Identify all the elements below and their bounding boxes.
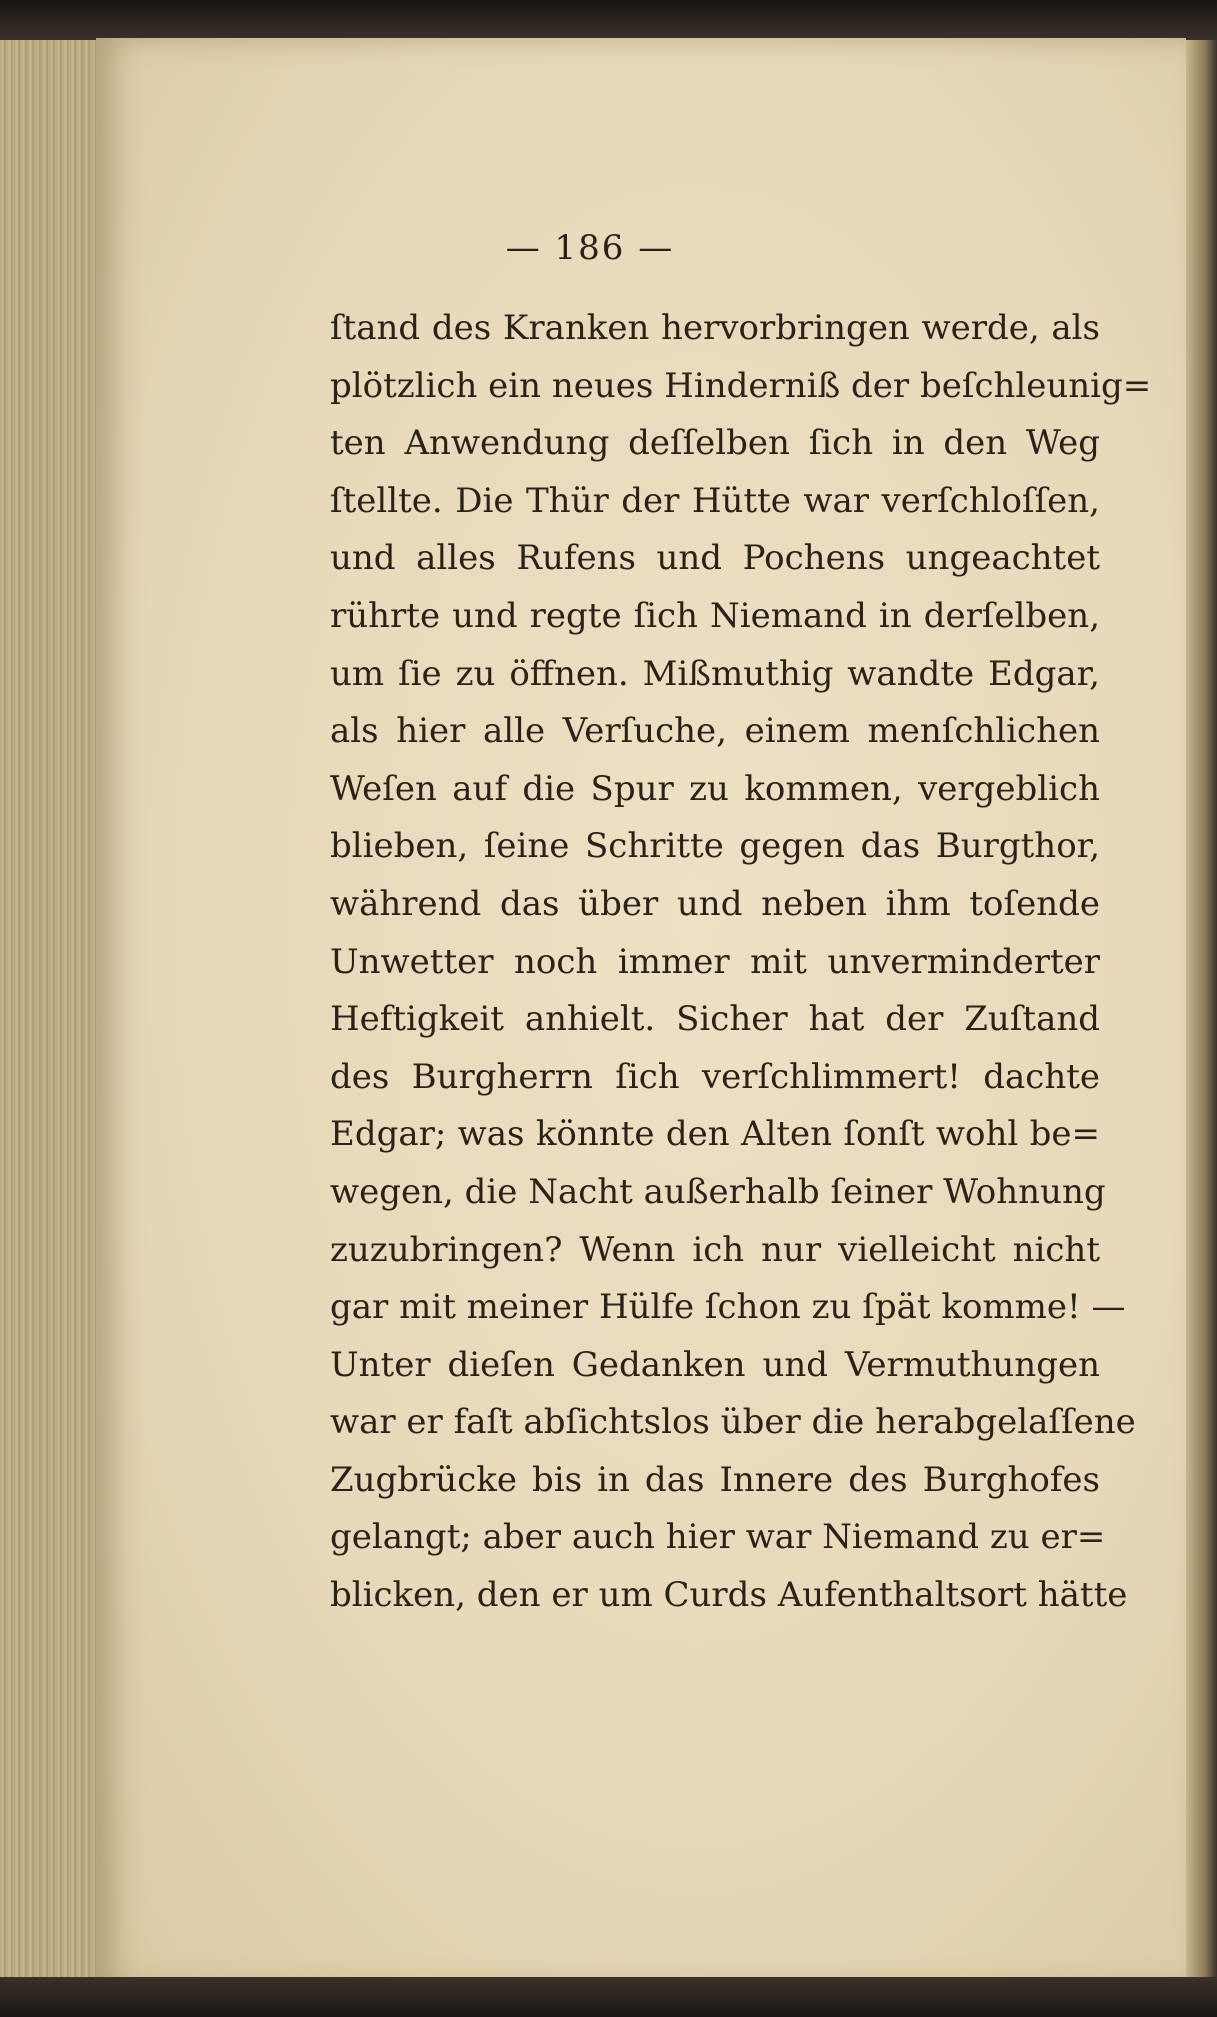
body-text — [330, 300, 1152, 1625]
book-bottom-edge — [0, 1977, 1217, 2017]
text-line: rührte und regte ſich Niemand in derſelben, — [330, 595, 1100, 636]
text-line: Weſen auf die Spur zu kommen, vergeblich — [330, 768, 1100, 809]
page-edges — [0, 40, 100, 1980]
text-line: ten Anwendung deſſelben ſich in den Weg — [330, 423, 1100, 464]
text-line: war er faſt abſichtslos über die herabgelaſſene — [330, 1402, 1136, 1443]
text-line: Zugbrücke bis in das Innere des Burghofes — [330, 1459, 1100, 1500]
text-line: wegen, die Nacht außerhalb ſeiner Wohnung — [330, 1171, 1106, 1212]
text-line: um ſie zu öffnen. Mißmuthig wandte Edgar, — [330, 653, 1100, 694]
text-line: gelangt; aber auch hier war Niemand zu er= — [330, 1517, 1106, 1558]
text-line: während das über und neben ihm toſende — [330, 883, 1100, 924]
text-line: zuzubringen? Wenn ich nur vielleicht nicht — [330, 1229, 1100, 1270]
text-line: des Burgherrn ſich verſchlimmert! dachte — [330, 1056, 1100, 1097]
text-line: Unter dieſen Gedanken und Vermuthungen — [330, 1344, 1100, 1385]
book-right-edge — [1186, 40, 1217, 1980]
text-line: plötzlich ein neues Hinderniß der beſchleunig= — [330, 365, 1152, 406]
text-line: ſtand des Kranken hervorbringen werde, als — [330, 308, 1100, 348]
text-line: blieben, ſeine Schritte gegen das Burgthor, — [330, 826, 1100, 867]
text-line: Edgar; was könnte den Alten ſonſt wohl be= — [330, 1114, 1100, 1155]
text-line: und alles Rufens und Pochens ungeachtet — [330, 538, 1100, 579]
text-line: Heftigkeit anhielt. Sicher hat der Zuſtand — [330, 999, 1100, 1040]
text-line: als hier alle Verſuche, einem menſchlichen — [330, 711, 1100, 752]
page-number-header: — 186 — — [505, 228, 675, 268]
text-line: gar mit meiner Hülfe ſchon zu ſpät komme! — — [330, 1287, 1126, 1328]
text-line: ſtellte. Die Thür der Hütte war verſchloſſen, — [330, 480, 1100, 521]
text-line: blicken, den er um Curds Aufenthaltsort hätte — [330, 1575, 1128, 1616]
text-line: Unwetter noch immer mit unverminderter — [330, 941, 1100, 982]
book-top-edge — [0, 0, 1217, 40]
